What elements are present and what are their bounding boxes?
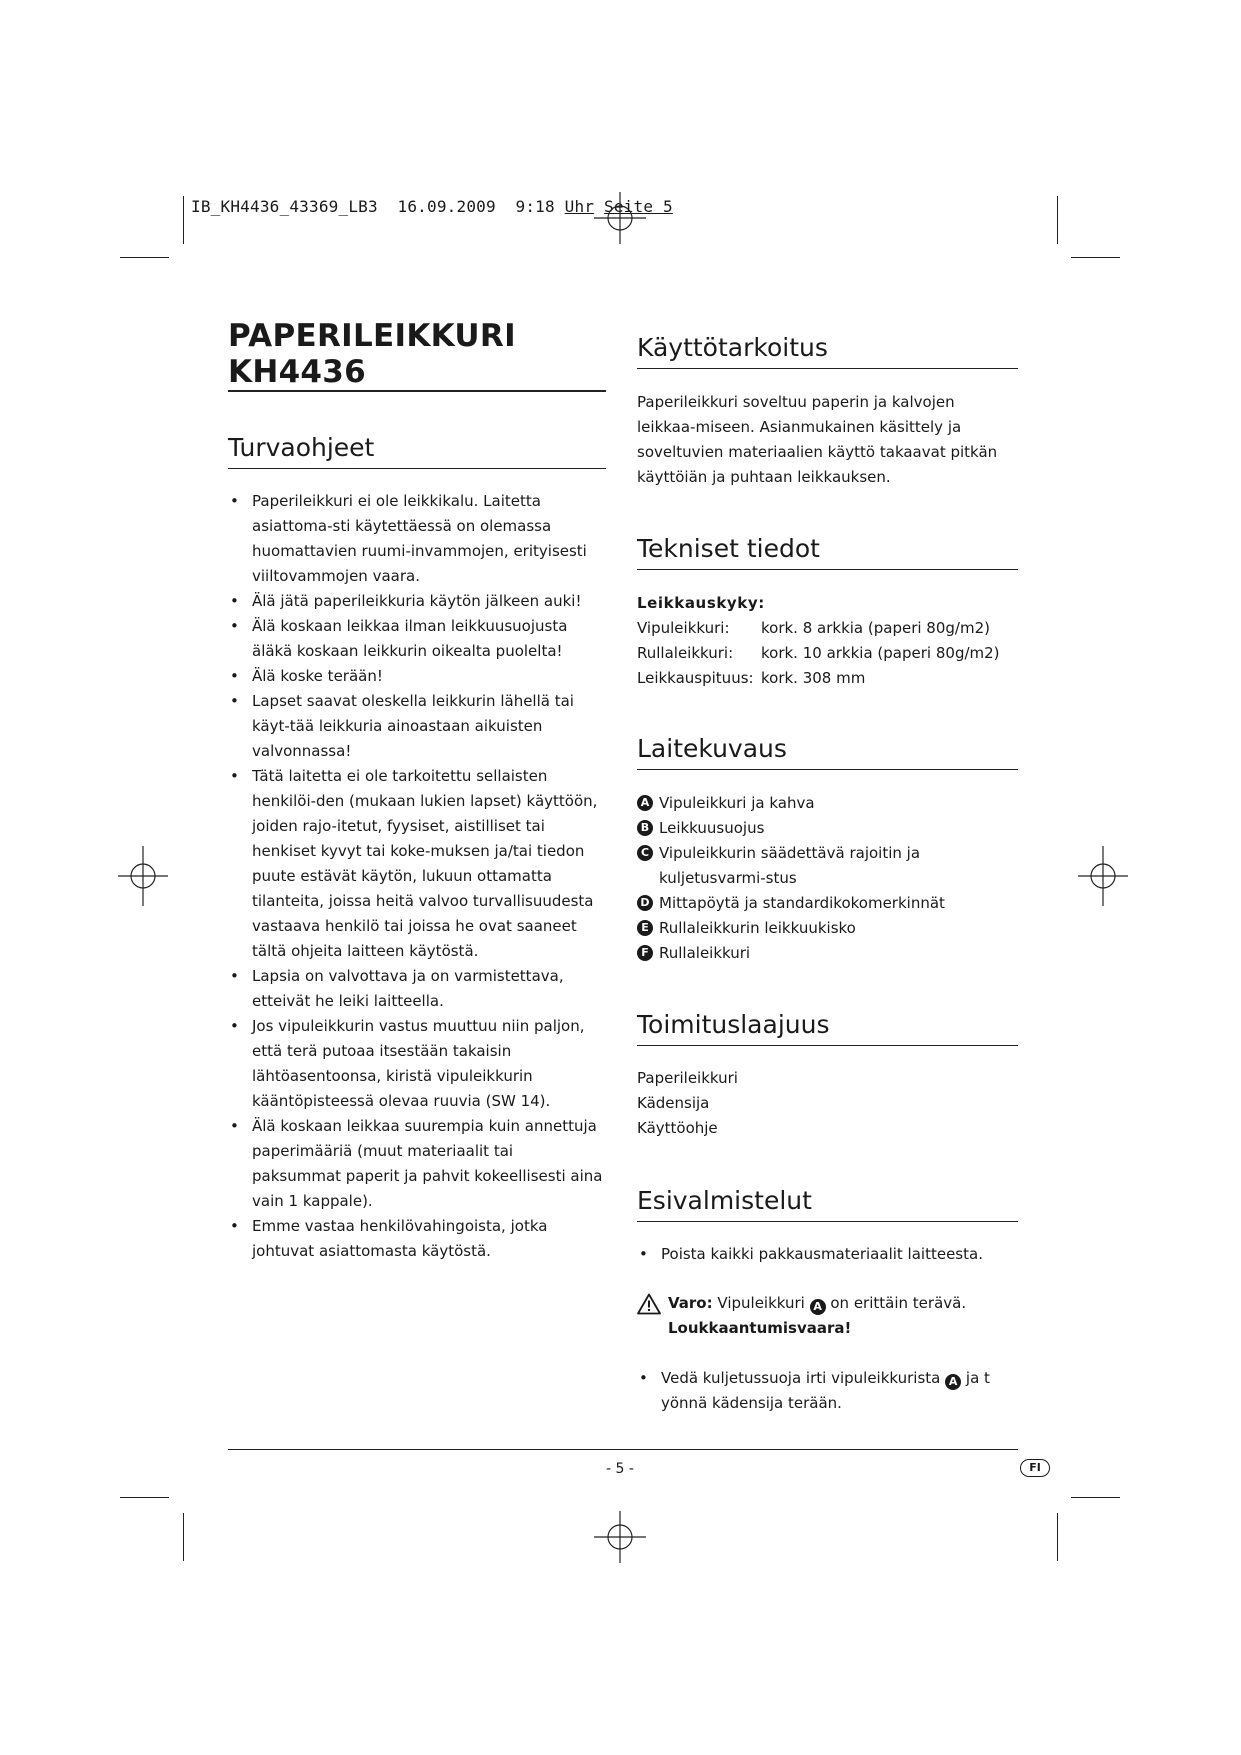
registration-mark-icon <box>590 188 650 248</box>
spec-row <box>637 616 1017 641</box>
list-item <box>637 791 1017 816</box>
prep-heading: Esivalmistelut <box>637 1186 812 1215</box>
warning-label: Varo: <box>668 1294 713 1312</box>
tech-subheading: Leikkauskyky: <box>637 594 765 612</box>
list-item: • Älä koskaan leikkaa ilman leikkuusuojusta äläkä koskaan leikkurin oikealta puolelta! <box>228 614 606 664</box>
slug-uhr: Uhr <box>564 197 595 216</box>
list-item: • Älä jätä paperileikkuria käytön jälkeen auki! <box>228 589 606 614</box>
parts-list <box>637 791 1017 966</box>
purpose-text: Paperileikkuri soveltuu paperin ja kalvojen leikkaa-miseen. Asianmukainen käsittely ja soveltuvien materiaalien käyttö takaavat pitkän käyttöiän ja puhtaan leikkauksen. <box>637 393 998 486</box>
list-item <box>637 1366 1017 1416</box>
spec-value: kork. 8 arkkia (paperi 80g/m2) <box>761 619 990 637</box>
step2-text-before: Vedä kuljetussuoja irti vipuleikkurista <box>661 1369 946 1387</box>
warning-note <box>637 1291 1017 1341</box>
list-item: Paperileikkuri <box>637 1069 738 1087</box>
list-item: • Tätä laitetta ei ole tarkoitettu sellaisten henkilöi-den (mukaan lukien lapset) käyttöön, joiden rajo-itetut, fyysiset, aistilliset tai henkiset kyvyt tai koke-muksen ja/tai tiedon puute estävät käytön, lukuun ottamatta tilanteita, joissa heitä valvoo turvallisuudesta vastaava henkilö tai joissa he ovat saaneet tältä ohjeita laitteen käytöstä. <box>228 764 606 964</box>
list-item: Kädensija <box>637 1094 710 1112</box>
safety-list <box>228 489 606 1264</box>
purpose-heading: Käyttötarkoitus <box>637 333 828 362</box>
parts-heading-rule <box>637 769 1018 770</box>
part-text: Vipuleikkuri ja kahva <box>659 794 815 812</box>
title-line-2: KH4436 <box>228 354 367 390</box>
list-item: • Poista kaikki pakkausmateriaalit laitteesta. <box>637 1242 1017 1267</box>
parts-heading: Laitekuvaus <box>637 734 787 763</box>
title-line-1: PAPERILEIKKURI <box>228 318 516 354</box>
step2-text-after: ja t yönnä kädensija terään. <box>661 1369 990 1412</box>
spec-row <box>637 666 1017 691</box>
list-item <box>637 816 1017 841</box>
part-letter-badge: C <box>637 845 653 861</box>
registration-mark-icon <box>590 1507 650 1567</box>
spec-label: Rullaleikkuri: <box>637 644 734 662</box>
part-text: Rullaleikkuri <box>659 944 751 962</box>
list-item: • Emme vastaa henkilövahingoista, jotka johtuvat asiattomasta käytöstä. <box>228 1214 606 1264</box>
part-letter-badge: D <box>637 895 653 911</box>
prep-step-list <box>637 1242 1017 1267</box>
warning-emphasis: Loukkaantumisvaara! <box>668 1319 852 1337</box>
list-item <box>637 916 1017 941</box>
part-text: Leikkuusuojus <box>659 819 765 837</box>
tech-heading-rule <box>637 569 1018 570</box>
slug-prefix: IB_KH4436_43369_LB3 16.09.2009 9:18 <box>191 197 565 216</box>
list-item <box>637 841 1017 891</box>
prep-step-list-2 <box>637 1366 1017 1416</box>
registration-mark-icon <box>118 846 178 906</box>
list-item: • Jos vipuleikkurin vastus muuttuu niin paljon, että terä putoaa itsestään takaisin lähtöasentoonsa, kiristä vipuleikkurin kääntöpisteessä olevaa ruuvia (SW 14). <box>228 1014 606 1114</box>
prep-heading-rule <box>637 1221 1018 1222</box>
tech-heading: Tekniset tiedot <box>637 534 820 563</box>
page-number: - 5 - <box>606 1461 634 1477</box>
part-letter-badge: A <box>637 795 653 811</box>
crop-mark <box>183 196 184 244</box>
warning-text-before: Vipuleikkuri <box>712 1294 810 1312</box>
list-item: • Paperileikkuri ei ole leikkikalu. Laitetta asiattoma-sti käytettäessä on olemassa huomattavien ruumi-invammojen, erityisesti viiltovammojen vaara. <box>228 489 606 589</box>
safety-heading-rule <box>228 468 606 469</box>
crop-mark <box>183 1513 184 1561</box>
list-item: • Älä koskaan leikkaa suurempia kuin annettuja paperimääriä (muut materiaalit tai paksummat paperit ja pahvit kokeellisesti aina vain 1 kappale). <box>228 1114 606 1214</box>
step2-letter-badge: A <box>945 1374 961 1390</box>
part-letter-badge: B <box>637 820 653 836</box>
page-title <box>228 318 516 390</box>
part-text: Mittapöytä ja standardikokomerkinnät <box>659 894 945 912</box>
part-text: Rullaleikkurin leikkuukisko <box>659 919 856 937</box>
warning-text-after: on erittäin terävä. <box>825 1294 967 1312</box>
warning-letter-badge: A <box>810 1299 826 1315</box>
tech-specs <box>637 591 1017 691</box>
part-letter-badge: E <box>637 920 653 936</box>
spec-value: kork. 308 mm <box>761 669 866 687</box>
delivery-heading: Toimituslaajuus <box>637 1010 830 1039</box>
delivery-list <box>637 1066 1017 1141</box>
delivery-heading-rule <box>637 1045 1018 1046</box>
crop-mark <box>1057 196 1058 244</box>
crop-mark <box>120 1497 169 1498</box>
spec-label: Leikkauspituus: <box>637 669 754 687</box>
title-rule <box>228 390 606 392</box>
slug-seite: Seite 5 <box>604 197 673 216</box>
list-item: • Lapsia on valvottava ja on varmistettava, etteivät he leiki laitteella. <box>228 964 606 1014</box>
crop-mark <box>1071 257 1120 258</box>
part-text: Vipuleikkurin säädettävä rajoitin ja kuljetusvarmi-stus <box>659 844 921 887</box>
footer-rule <box>228 1449 1018 1450</box>
spec-row <box>637 641 1017 666</box>
language-badge: FI <box>1020 1459 1050 1477</box>
purpose-heading-rule <box>637 368 1018 369</box>
spec-value: kork. 10 arkkia (paperi 80g/m2) <box>761 644 1000 662</box>
registration-mark-icon <box>1068 846 1128 906</box>
spec-label: Vipuleikkuri: <box>637 619 730 637</box>
safety-heading: Turvaohjeet <box>228 433 375 462</box>
crop-mark <box>1071 1497 1120 1498</box>
list-item <box>637 941 1017 966</box>
part-letter-badge: F <box>637 945 653 961</box>
crop-mark <box>120 257 169 258</box>
list-item: • Älä koske terään! <box>228 664 606 689</box>
list-item: Käyttöohje <box>637 1119 718 1137</box>
list-item: • Lapset saavat oleskella leikkurin lähellä tai käyt-tää leikkuria ainoastaan aikuisten valvonnassa! <box>228 689 606 764</box>
warning-triangle-icon <box>637 1293 661 1315</box>
crop-mark <box>1057 1513 1058 1561</box>
list-item <box>637 891 1017 916</box>
